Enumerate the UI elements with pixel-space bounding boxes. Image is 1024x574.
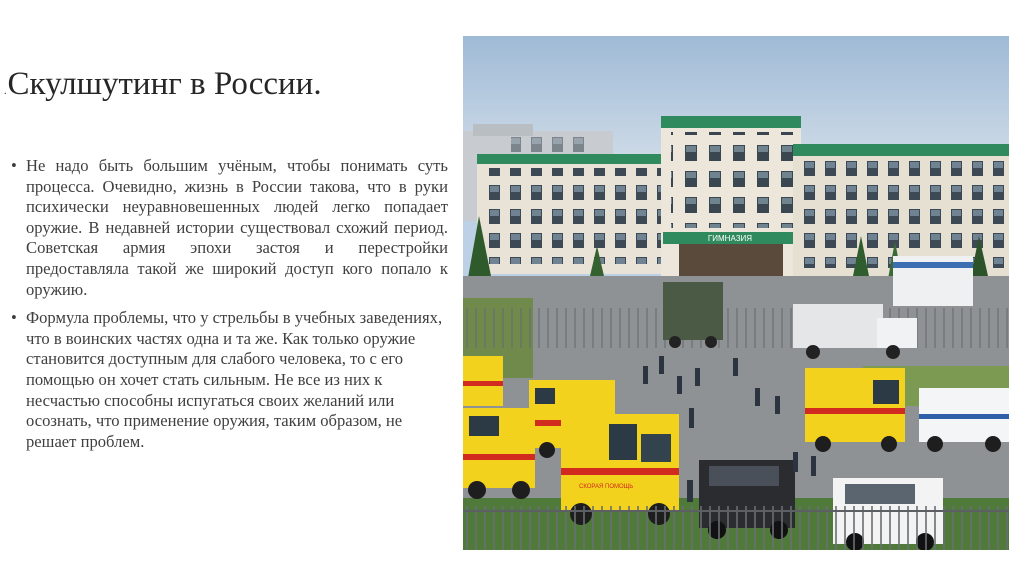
slide-title xyxy=(4,66,322,103)
bullet-marker: • xyxy=(11,308,17,328)
ambulance-5 xyxy=(805,368,905,452)
bullet-text: Формула проблемы, что у стрельбы в учебных заведениях, что в воинских частях одна и та же. Как только оружие становится доступным для слабого человека, то с его помощью он хочет стать сильным. Не все из них к несчастью способны испугаться своих желаний или осознать, что применение оружия, таким образом, не решает проблем. xyxy=(26,308,443,451)
title-marker: . xyxy=(4,86,7,97)
bullet-item xyxy=(10,308,448,452)
bullet-marker: • xyxy=(11,156,17,175)
ambulance-3 xyxy=(463,408,535,499)
title-text: Скулшутинг в России. xyxy=(7,66,322,102)
school-scene-illustration xyxy=(463,36,1009,550)
bullet-list xyxy=(10,156,448,452)
bullet-item xyxy=(10,156,448,300)
ambulance-1 xyxy=(463,356,503,406)
foreground-fence xyxy=(463,506,1009,550)
military-truck xyxy=(663,282,723,348)
fence-line xyxy=(463,308,1009,348)
school-sign: ГИМНАЗИЯ xyxy=(707,234,753,243)
news-photo xyxy=(463,36,1009,550)
ambulance-label: СКОРАЯ ПОМОЩЬ xyxy=(579,484,634,490)
white-truck-right xyxy=(893,256,973,306)
bullet-text: Не надо быть большим учёным, чтобы понимать суть процесса. Очевидно, жизнь в России такова, что в руки психически неуравновешенных людей легко попадает оружие. В недавней истории существовал схожий период. Советская армия эпохи застоя и перестройки предоставляла такой же широкий доступ кого попало к оружию. xyxy=(26,156,448,299)
